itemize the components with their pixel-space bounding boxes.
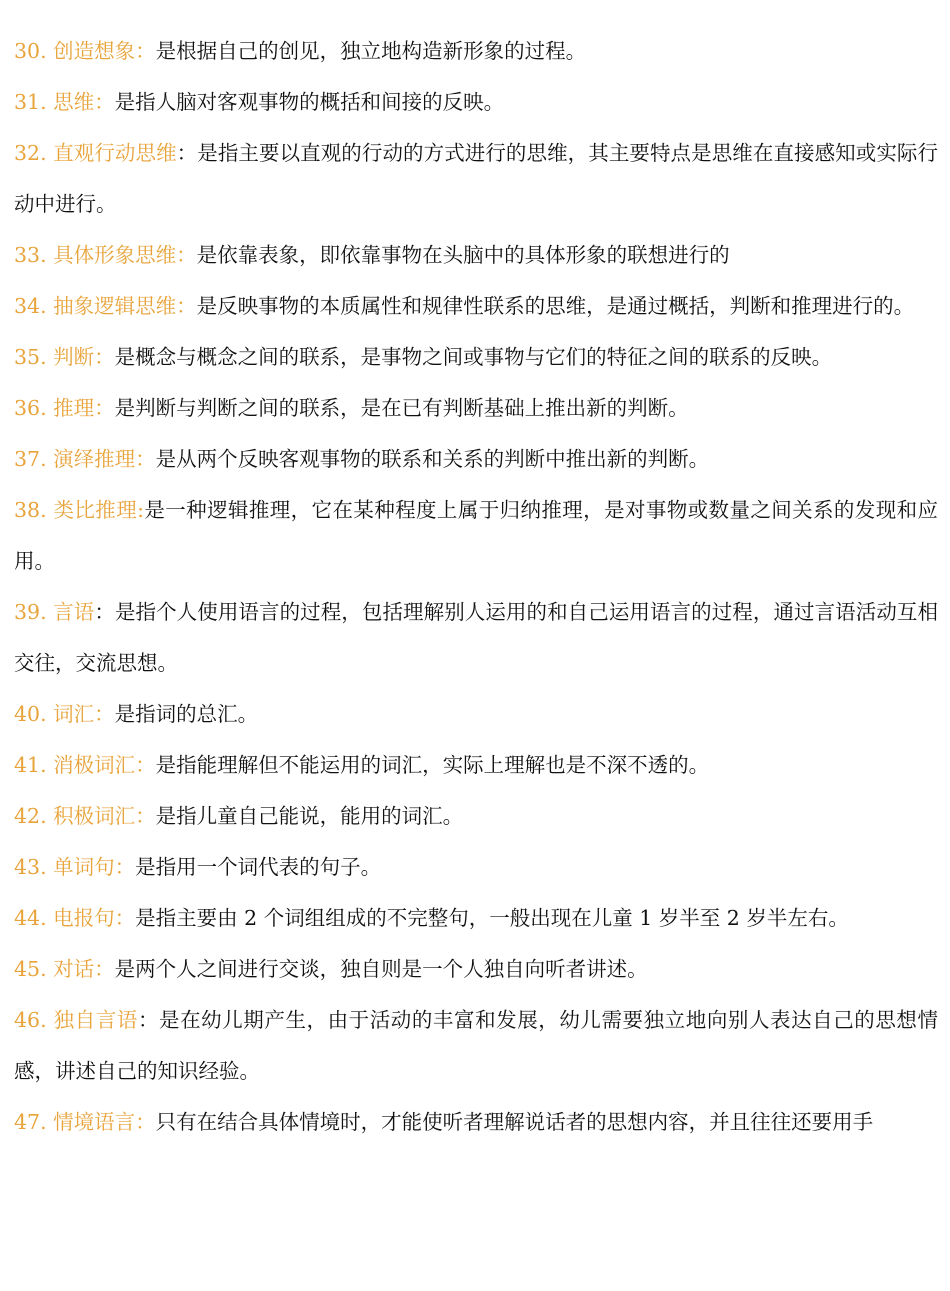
entry-32 [14, 128, 938, 230]
entry-term: 44. 电报句： [14, 906, 136, 930]
entry-39 [14, 587, 938, 689]
entry-term: 34. 抽象逻辑思维： [14, 294, 197, 318]
entry-definition: 是指人脑对客观事物的概括和间接的反映。 [114, 90, 505, 114]
entry-definition: 是指主要由 2 个词组组成的不完整句，一般出现在儿童 1 岁半至 2 岁半左右。 [135, 906, 849, 930]
entry-41 [14, 740, 938, 791]
entry-31 [14, 77, 938, 128]
entry-term: 47. 情境语言： [14, 1110, 156, 1134]
entry-44 [14, 893, 938, 944]
entry-34 [14, 281, 938, 332]
entry-definition: ：是指主要以直观的行动的方式进行的思维，其主要特点是思维在直接感知或实际行动中进行。 [14, 141, 938, 216]
entry-definition: 是概念与概念之间的联系，是事物之间或事物与它们的特征之间的联系的反映。 [114, 345, 833, 369]
entry-42 [14, 791, 938, 842]
entry-term: 43. 单词句： [14, 855, 136, 879]
entry-term: 30. 创造想象： [14, 39, 156, 63]
entry-term: 35. 判断： [14, 345, 115, 369]
entry-term: 40. 词汇： [14, 702, 115, 726]
entry-term: 31. 思维： [14, 90, 115, 114]
entry-term: 37. 演绎推理： [14, 447, 156, 471]
entry-37 [14, 434, 938, 485]
entry-definition: 是两个人之间进行交谈，独自则是一个人独自向听者讲述。 [114, 957, 648, 981]
entry-definition: 是依靠表象，即依靠事物在头脑中的具体形象的联想进行的 [196, 243, 730, 267]
entry-definition: ：是在幼儿期产生，由于活动的丰富和发展，幼儿需要独立地向别人表达自己的思想情感，讲述自己的知识经验。 [14, 1008, 938, 1083]
entry-term: 46. 独自言语 [14, 1008, 138, 1032]
entry-40 [14, 689, 938, 740]
entry-definition: 是一种逻辑推理，它在某种程度上属于归纳推理，是对事物或数量之间关系的发现和应用。 [14, 498, 938, 573]
entry-term: 32. 直观行动思维 [14, 141, 177, 165]
entry-43 [14, 842, 938, 893]
entry-definition: 是从两个反映客观事物的联系和关系的判断中推出新的判断。 [155, 447, 710, 471]
entry-term: 36. 推理： [14, 396, 115, 420]
document-page [14, 26, 938, 1148]
entry-term: 33. 具体形象思维： [14, 243, 197, 267]
entry-definition: 是指词的总汇。 [114, 702, 259, 726]
entry-definition: 是判断与判断之间的联系，是在已有判断基础上推出新的判断。 [114, 396, 689, 420]
entry-term: 38. 类比推理: [14, 498, 144, 522]
entry-30 [14, 26, 938, 77]
entry-term: 39. 言语 [14, 600, 95, 624]
entry-definition: 只有在结合具体情境时，才能使听者理解说话者的思想内容，并且往往还要用手 [155, 1110, 874, 1134]
entry-36 [14, 383, 938, 434]
entry-term: 42. 积极词汇： [14, 804, 156, 828]
entry-definition: 是指能理解但不能运用的词汇，实际上理解也是不深不透的。 [155, 753, 710, 777]
entry-definition: ：是指个人使用语言的过程，包括理解别人运用的和自己运用语言的过程，通过言语活动互相交往，交流思想。 [14, 600, 938, 675]
entry-definition: 是反映事物的本质属性和规律性联系的思维，是通过概括，判断和推理进行的。 [196, 294, 915, 318]
entry-33 [14, 230, 938, 281]
entry-38 [14, 485, 938, 587]
entry-45 [14, 944, 938, 995]
entry-definition: 是根据自己的创见，独立地构造新形象的过程。 [155, 39, 587, 63]
entry-47 [14, 1097, 938, 1148]
entry-term: 41. 消极词汇： [14, 753, 156, 777]
entry-definition: 是指儿童自己能说，能用的词汇。 [155, 804, 464, 828]
entry-35 [14, 332, 938, 383]
entry-46 [14, 995, 938, 1097]
entry-term: 45. 对话： [14, 957, 115, 981]
entry-definition: 是指用一个词代表的句子。 [135, 855, 382, 879]
